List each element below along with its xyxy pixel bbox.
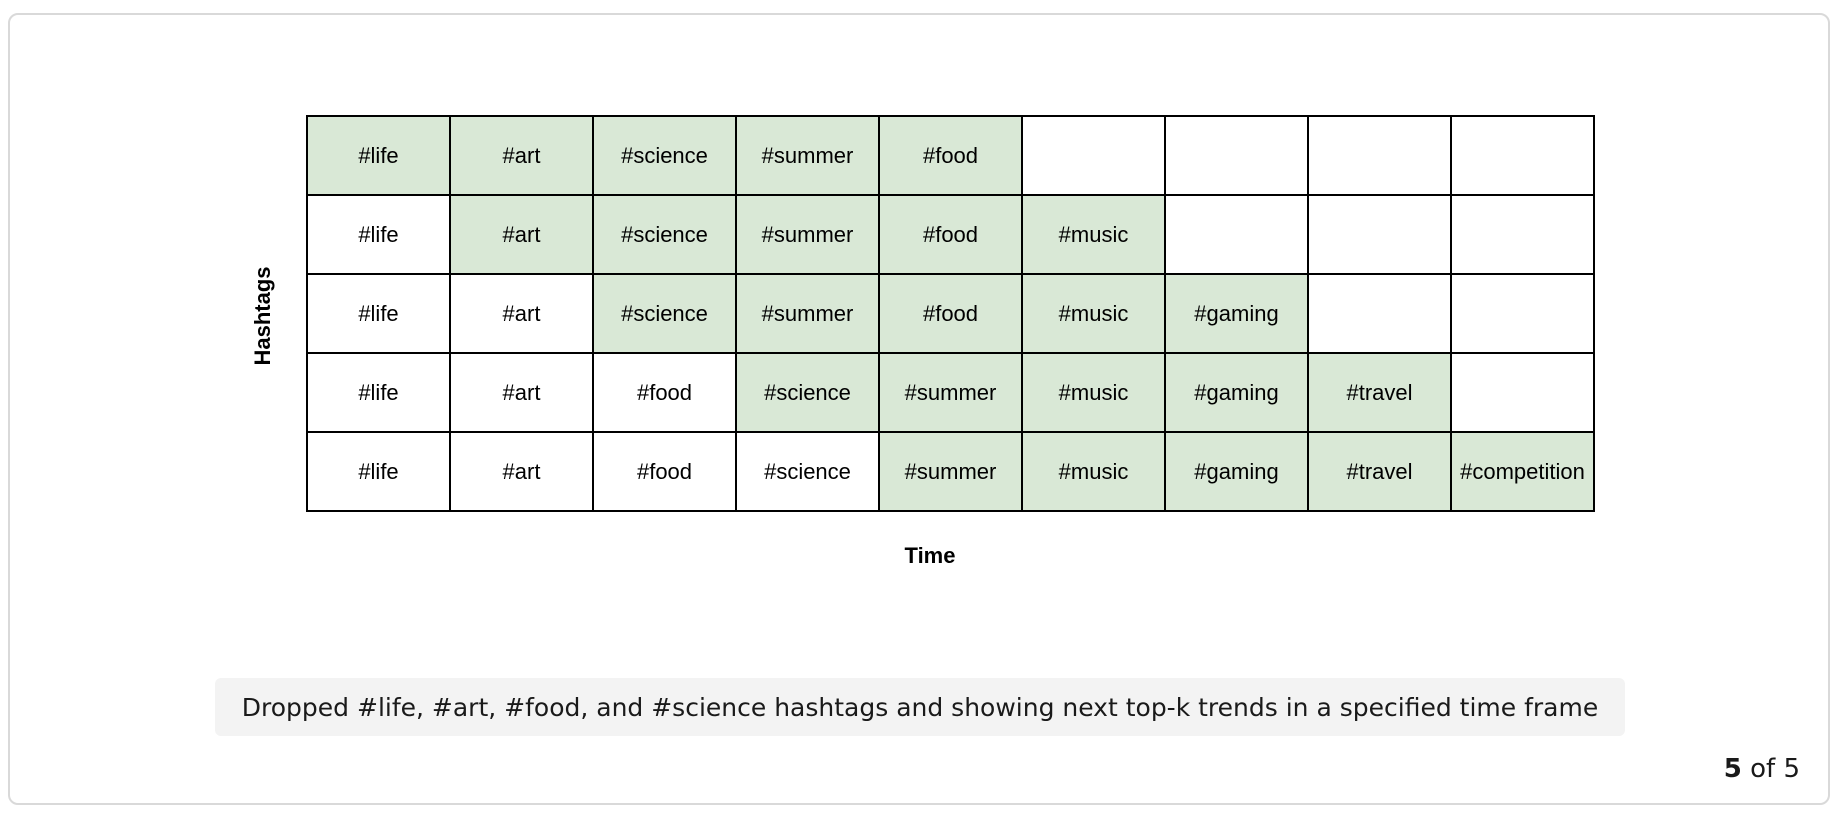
slide-pager <box>1724 754 1800 784</box>
grid-cell-highlighted: #gaming <box>1166 354 1309 433</box>
grid-cell-highlighted: #summer <box>880 433 1023 512</box>
grid-cell-highlighted: #food <box>880 275 1023 354</box>
grid-cell <box>1452 275 1595 354</box>
pager-separator: of <box>1750 754 1776 784</box>
grid-cell: #art <box>451 275 594 354</box>
grid-cell-highlighted: #food <box>880 117 1023 196</box>
grid-cell: #life <box>308 275 451 354</box>
grid-cell: #food <box>594 354 737 433</box>
grid-cell-highlighted: #music <box>1023 196 1166 275</box>
grid-cell-highlighted: #music <box>1023 354 1166 433</box>
x-axis-label: Time <box>904 543 956 568</box>
grid-cell: #science <box>737 433 880 512</box>
grid-cell-highlighted: #travel <box>1309 433 1452 512</box>
grid-cell <box>1452 117 1595 196</box>
grid-cell-highlighted: #science <box>594 196 737 275</box>
grid-cell <box>1452 354 1595 433</box>
grid-cell-highlighted: #art <box>451 117 594 196</box>
grid-cell: #art <box>451 354 594 433</box>
grid-cell-highlighted: #travel <box>1309 354 1452 433</box>
pager-current: 5 <box>1723 754 1742 784</box>
grid-cell: #life <box>308 433 451 512</box>
grid-cell-highlighted: #summer <box>737 196 880 275</box>
grid-cell <box>1166 196 1309 275</box>
grid-cell-highlighted: #summer <box>737 275 880 354</box>
grid-cell-highlighted: #competition <box>1452 433 1595 512</box>
grid-cell-highlighted: #gaming <box>1166 433 1309 512</box>
grid-cell-highlighted: #food <box>880 196 1023 275</box>
grid-cell-highlighted: #science <box>594 275 737 354</box>
grid-cell <box>1023 117 1166 196</box>
grid-cell <box>1166 117 1309 196</box>
grid-cell: #life <box>308 354 451 433</box>
grid-cell: #food <box>594 433 737 512</box>
grid-cell-highlighted: #music <box>1023 433 1166 512</box>
grid-cell-highlighted: #life <box>308 117 451 196</box>
grid-cell-highlighted: #music <box>1023 275 1166 354</box>
grid-cell <box>1309 196 1452 275</box>
y-axis-label: Hashtags <box>250 266 275 366</box>
grid-cell-highlighted: #summer <box>880 354 1023 433</box>
slide-caption: Dropped #life, #art, #food, and #science hashtags and showing next top-k trends in a specified time frame <box>215 678 1625 736</box>
grid-cell-highlighted: #art <box>451 196 594 275</box>
pager-total: 5 <box>1783 754 1800 784</box>
grid-cell <box>1309 275 1452 354</box>
grid-cell: #art <box>451 433 594 512</box>
grid-cell-highlighted: #summer <box>737 117 880 196</box>
grid-cell <box>1452 196 1595 275</box>
grid-cell-highlighted: #science <box>594 117 737 196</box>
grid-cell-highlighted: #gaming <box>1166 275 1309 354</box>
grid-cell: #life <box>308 196 451 275</box>
grid-cell-highlighted: #science <box>737 354 880 433</box>
grid-cell <box>1309 117 1452 196</box>
hashtag-trend-grid <box>306 115 1595 512</box>
